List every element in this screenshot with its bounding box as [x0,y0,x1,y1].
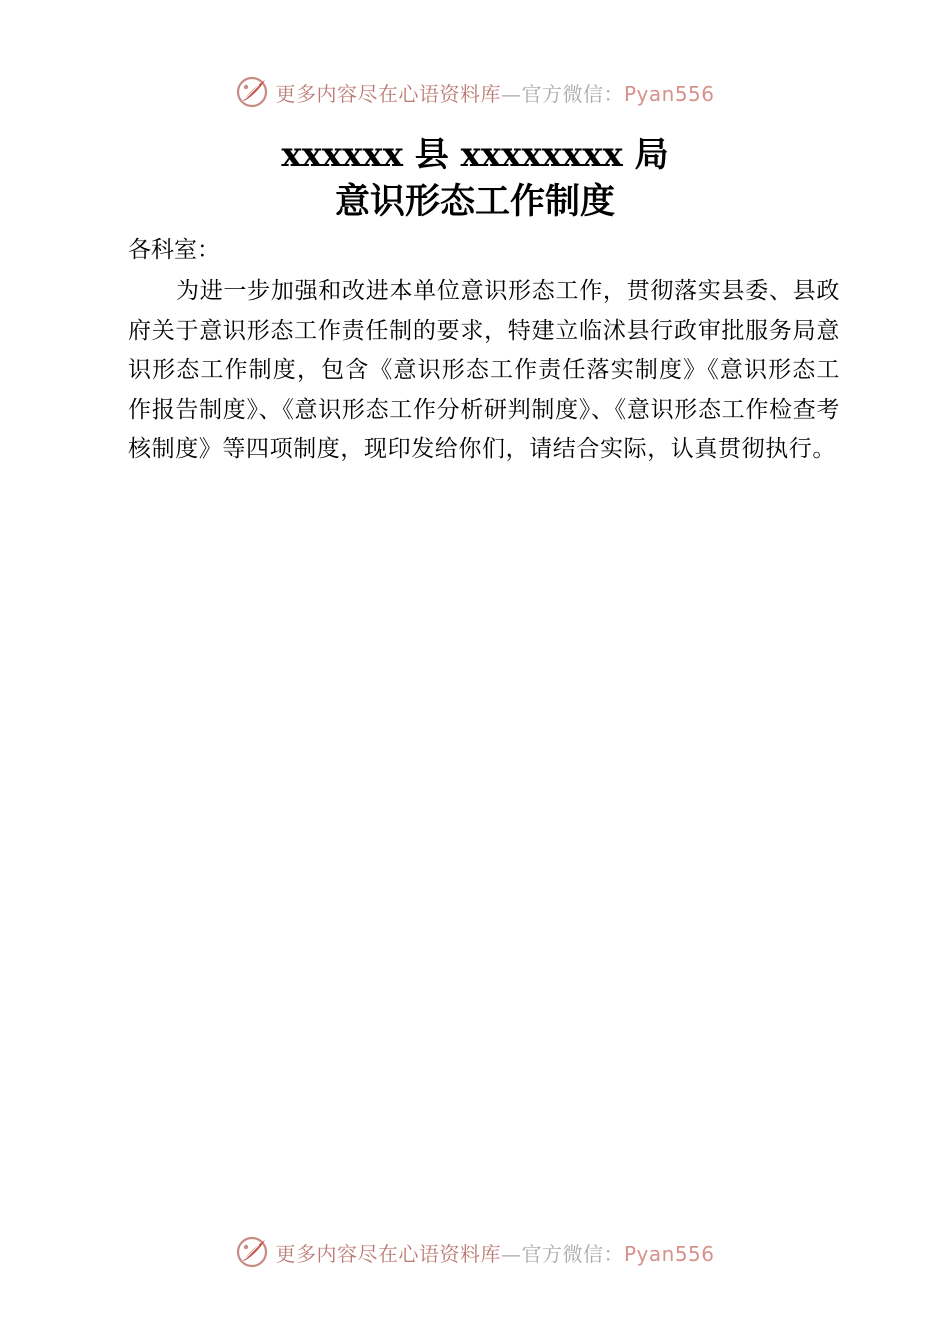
watermark-wechat-label: 官方微信： [521,81,624,106]
watermark-dash: — [500,81,522,106]
watermark-main-text: 更多内容尽在心语资料库 [275,81,501,106]
title-subject: 意识形态工作制度 [334,181,615,222]
watermark-wechat-id: Pyan556 [623,81,715,106]
footer-watermark [0,1232,950,1272]
salutation: 各科室： [128,237,220,263]
watermark-main-text: 更多内容尽在心语资料库 [275,1241,501,1266]
quill-circle-logo-icon [235,1235,269,1269]
watermark-dash: — [500,1241,522,1266]
watermark-text [275,78,714,107]
watermark-text [275,1238,714,1267]
watermark-wechat-label: 官方微信： [521,1241,624,1266]
watermark-wechat-id: Pyan556 [623,1241,715,1266]
title-organization: xxxxxx 县 xxxxxxxx 局 [281,135,669,175]
header-watermark [0,72,950,112]
body-paragraph: 为进一步加强和改进本单位意识形态工作，贯彻落实县委、县政府关于意识形态工作责任制的要求，特建立临沭县行政审批服务局意识形态工作制度，包含《意识形态工作责任落实制度》《意识形态工作报告制度》、《意识形态工作分析研判制度》、《意识形态工作检查考核制度》等四项制度，现印发给你们，请结合实际，认真贯彻执行。 [128,278,840,462]
quill-circle-logo-icon [235,75,269,109]
document-title [0,132,950,226]
